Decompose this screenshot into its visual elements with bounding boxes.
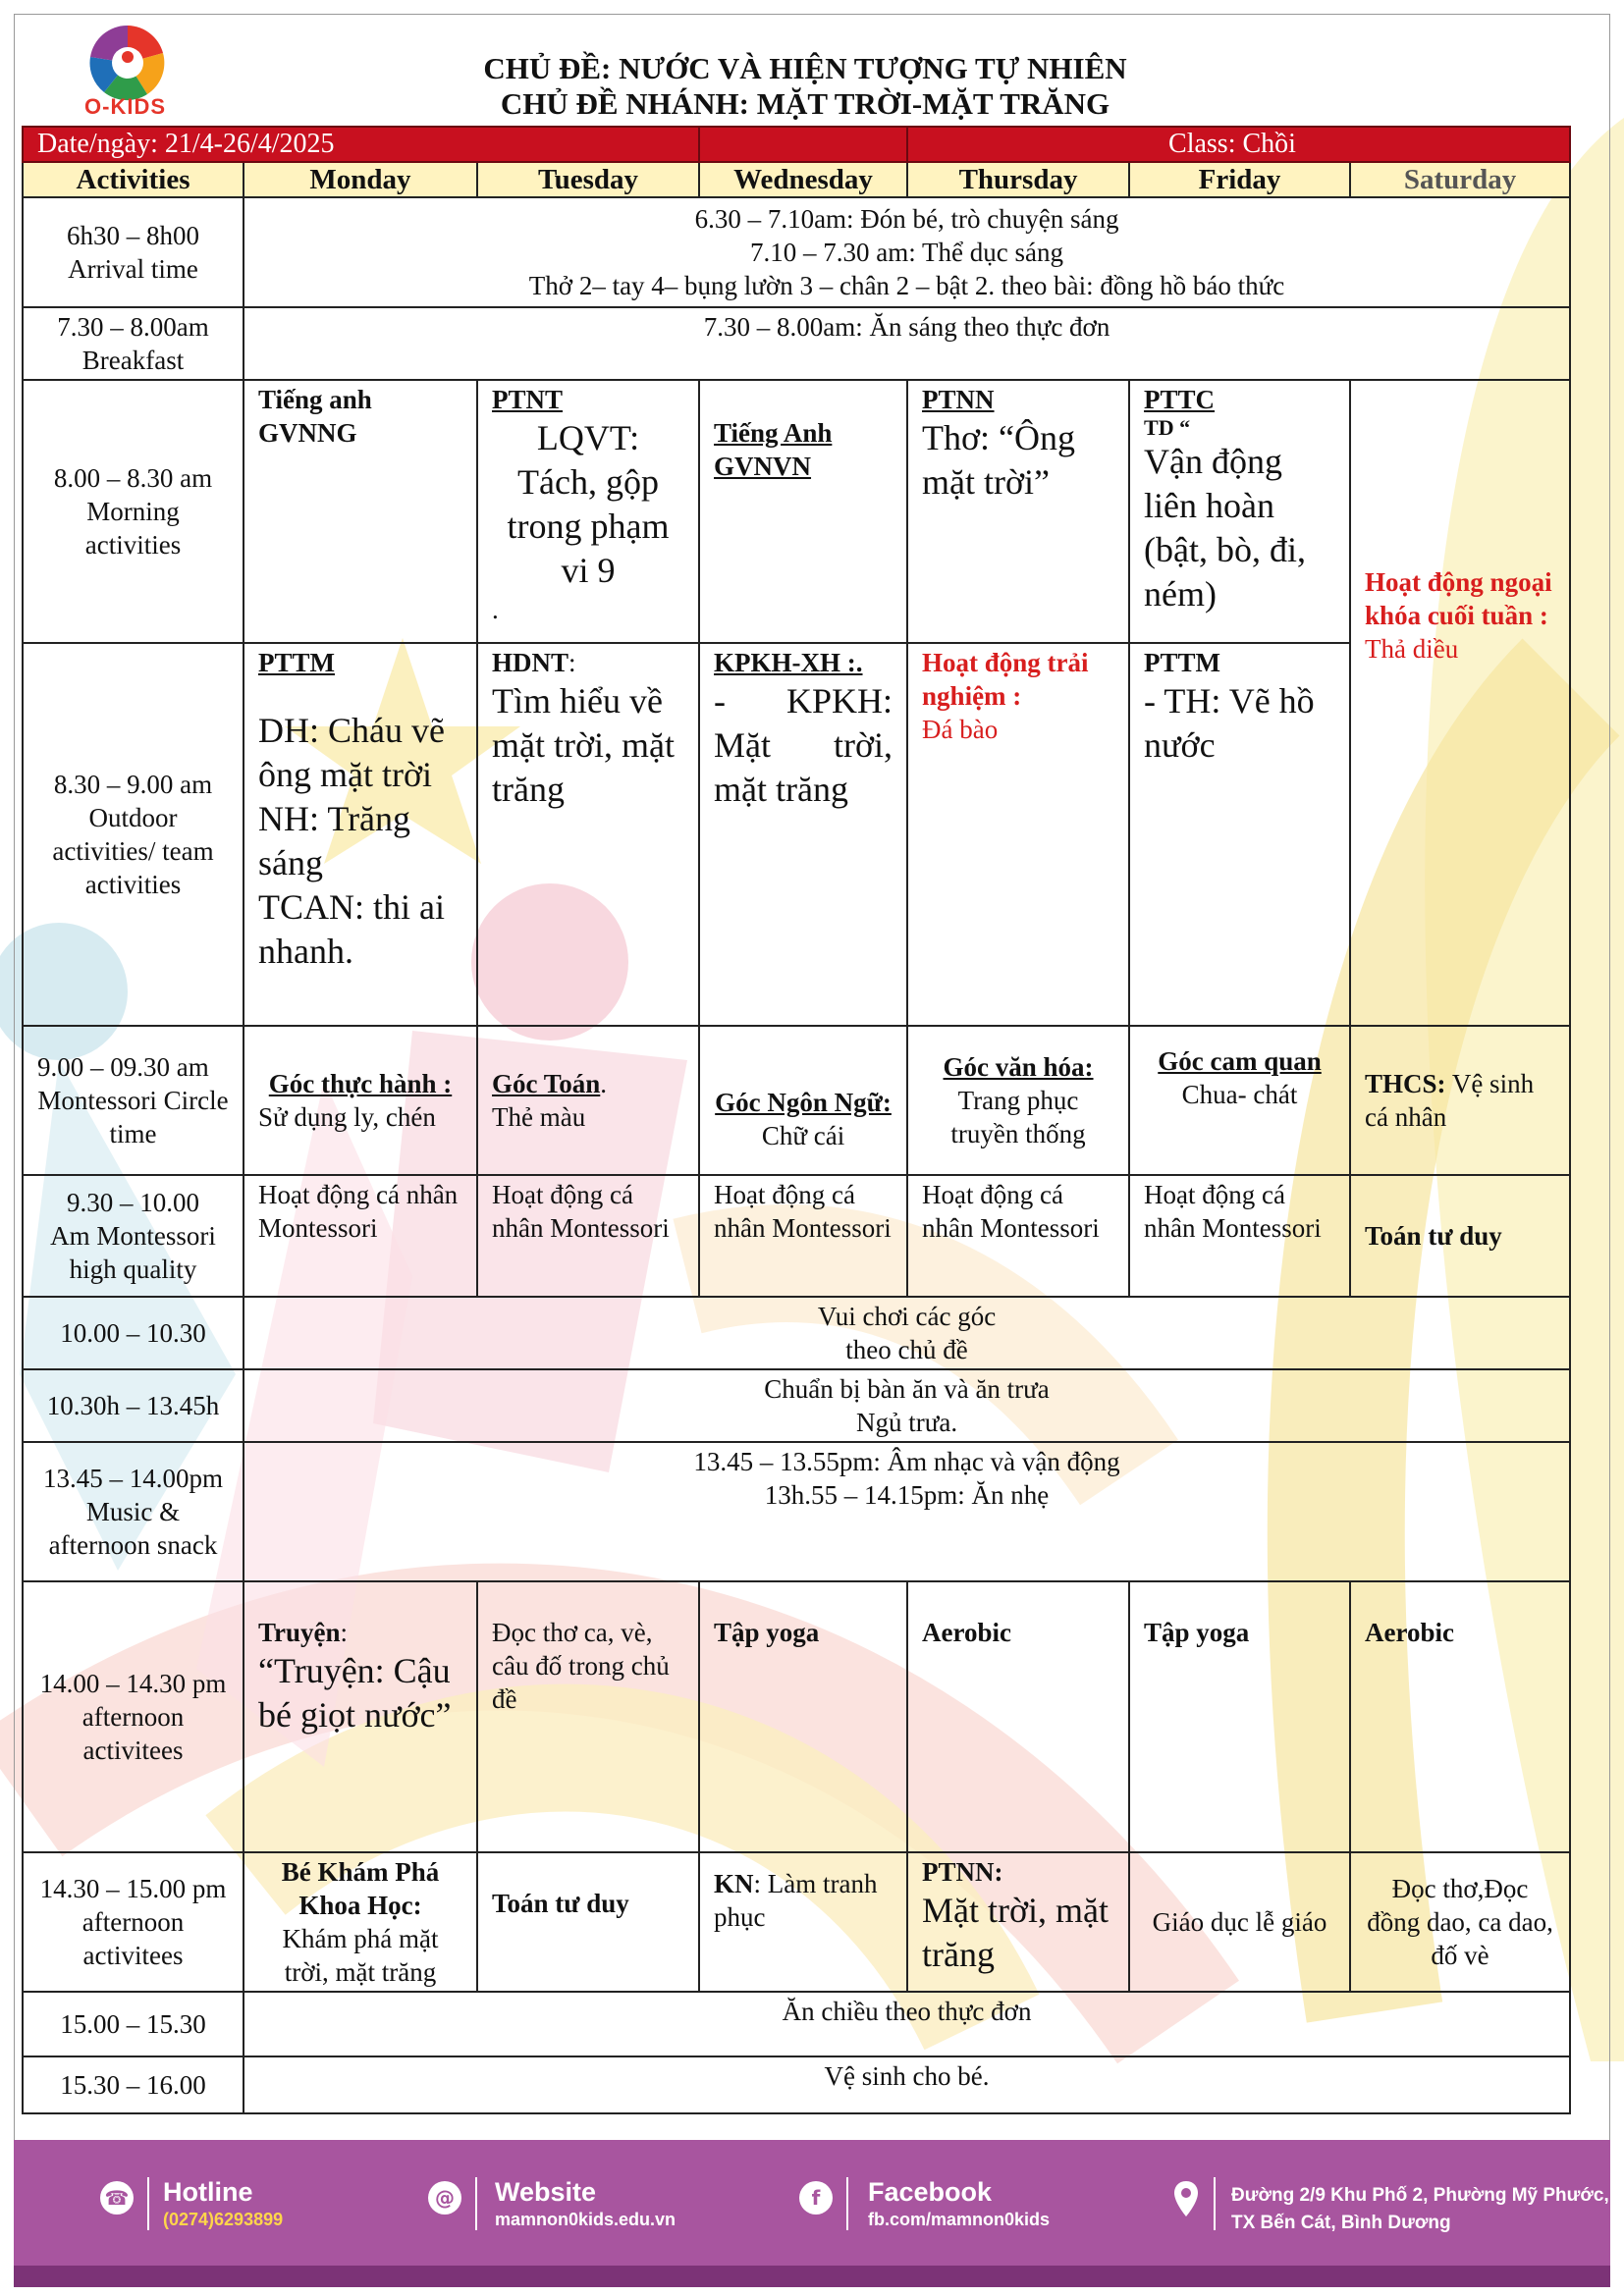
col-header-saturday: Saturday bbox=[1350, 162, 1570, 197]
time-cell bbox=[23, 1852, 244, 1992]
subject-heading: Góc Ngôn Ngữ: bbox=[715, 1088, 892, 1117]
subject-heading: Tiếng anh bbox=[258, 385, 372, 414]
col-header-wednesday: Wednesday bbox=[699, 162, 907, 197]
row-high-quality bbox=[23, 1175, 1570, 1297]
subject-heading: PTTM bbox=[258, 648, 335, 677]
row-breakfast bbox=[23, 307, 1570, 380]
lesson-body: - KPKH: Mặt trời, mặt trăng bbox=[714, 681, 893, 809]
time-label: Morning bbox=[86, 497, 180, 526]
lesson-line: NH: Trăng sáng bbox=[258, 799, 411, 882]
lesson-body: Trang phục truyền thống bbox=[950, 1086, 1086, 1148]
lesson-body: : Làm tranh phục bbox=[714, 1869, 878, 1932]
footer-separator bbox=[147, 2177, 149, 2230]
cell-pm1-tuesday: Đọc thơ ca, vè, câu đố trong chủ đề bbox=[477, 1581, 699, 1852]
time-text: 8.30 – 9.00 am bbox=[53, 770, 213, 799]
footer-facebook bbox=[868, 2177, 1050, 2230]
lunch-content bbox=[244, 1369, 1570, 1442]
lunch-line: Chuẩn bị bàn ăn và ăn trưa bbox=[764, 1374, 1050, 1404]
time-text: 13.45 – 14.00pm bbox=[42, 1464, 223, 1493]
location-pin-icon bbox=[1172, 2179, 1200, 2218]
subject-heading: Tiếng Anh bbox=[714, 418, 833, 448]
subject-heading: KPKH-XH :. bbox=[714, 648, 863, 677]
hotline-label: Hotline bbox=[163, 2177, 253, 2207]
cell-pm1-wednesday: Tập yoga bbox=[699, 1581, 907, 1852]
address-line: Đường 2/9 Khu Phố 2, Phường Mỹ Phước, bbox=[1231, 2185, 1609, 2206]
class-cell: Class: Chồi bbox=[907, 127, 1570, 162]
cell-morning-monday bbox=[244, 380, 477, 643]
cell-hq-friday: Hoạt động cá nhân Montessori bbox=[1129, 1175, 1350, 1297]
lesson-body: Mặt trời, mặt trăng bbox=[922, 1891, 1110, 1974]
time-cell bbox=[23, 380, 244, 643]
time-cell: 15.30 – 16.00 bbox=[23, 2056, 244, 2113]
subject-heading: Bé Khám Phá Khoa Học: bbox=[281, 1857, 440, 1920]
cell-outdoor-friday bbox=[1129, 643, 1350, 1026]
snack-content: Ăn chiều theo thực đơn bbox=[244, 1992, 1570, 2056]
subject-heading: HDNT bbox=[492, 648, 569, 677]
lesson-body: Vệ sinh cá nhân bbox=[1365, 1069, 1535, 1132]
cell-weekend-activity bbox=[1350, 380, 1570, 1026]
lesson-body: Chua- chát bbox=[1181, 1080, 1298, 1109]
cell-pm1-friday: Tập yoga bbox=[1129, 1581, 1350, 1852]
time-text: 9.30 – 10.00 bbox=[67, 1188, 199, 1217]
time-label: Music & afternoon snack bbox=[48, 1497, 218, 1560]
play-line: theo chủ đề bbox=[845, 1335, 968, 1364]
cell-pm2-saturday: Đọc thơ,Đọc đồng dao, ca dao, đố vè bbox=[1350, 1852, 1570, 1992]
col-header-tuesday: Tuesday bbox=[477, 162, 699, 197]
lesson-body: Sử dụng ly, chén bbox=[258, 1102, 436, 1132]
time-text: 14.00 – 14.30 pm bbox=[39, 1669, 227, 1698]
time-label: activities bbox=[84, 530, 182, 560]
col-header-monday: Monday bbox=[244, 162, 477, 197]
cell-morning-thursday bbox=[907, 380, 1129, 643]
time-text: 8.00 – 8.30 am bbox=[53, 463, 213, 493]
row-circle bbox=[23, 1026, 1570, 1175]
cell-hq-tuesday: Hoạt động cá nhân Montessori bbox=[477, 1175, 699, 1297]
footer-strip bbox=[14, 2266, 1610, 2287]
time-cell bbox=[23, 643, 244, 1026]
cell-pm2-wednesday bbox=[699, 1852, 907, 1992]
lesson-body: - TH: Vẽ hồ nước bbox=[1144, 681, 1315, 765]
subject-colon: : bbox=[568, 648, 576, 677]
subject-heading: Hoạt động trải nghiệm : bbox=[922, 648, 1089, 711]
subject-dot: . bbox=[600, 1069, 608, 1098]
schedule-table bbox=[22, 126, 1571, 2114]
subject-heading: PTNN bbox=[922, 385, 995, 414]
play-content bbox=[244, 1297, 1570, 1369]
cell-pm2-monday bbox=[244, 1852, 477, 1992]
cell-circle-tuesday bbox=[477, 1026, 699, 1175]
date-cell: Date/ngày: 21/4-26/4/2025 bbox=[23, 127, 699, 162]
cell-outdoor-monday bbox=[244, 643, 477, 1026]
cell-morning-wednesday bbox=[699, 380, 907, 643]
facebook-value[interactable]: fb.com/mamnon0kids bbox=[868, 2210, 1051, 2229]
lesson-body: Đá bào bbox=[922, 715, 999, 744]
subject-heading: Góc văn hóa: bbox=[943, 1052, 1094, 1082]
cell-pm2-thursday bbox=[907, 1852, 1129, 1992]
time-cell bbox=[23, 1026, 244, 1175]
col-header-activities: Activities bbox=[23, 162, 244, 197]
website-value[interactable]: mamnon0kids.edu.vn bbox=[495, 2210, 677, 2229]
spacer bbox=[258, 679, 462, 709]
arrival-content bbox=[244, 197, 1570, 307]
lesson-body: Tìm hiểu về mặt trời, mặt trăng bbox=[492, 681, 675, 809]
arrival-line: 7.10 – 7.30 am: Thể dục sáng bbox=[750, 238, 1063, 267]
time-text: 14.30 – 15.00 pm bbox=[39, 1874, 227, 1903]
time-cell bbox=[23, 1442, 244, 1581]
play-line: Vui chơi các góc bbox=[817, 1302, 997, 1331]
weekend-body: Thả diều bbox=[1365, 634, 1459, 664]
subject-sub: TD “ bbox=[1144, 415, 1191, 440]
cell-outdoor-tuesday bbox=[477, 643, 699, 1026]
time-cell: 10.00 – 10.30 bbox=[23, 1297, 244, 1369]
cell-pm2-tuesday: Toán tư duy bbox=[477, 1852, 699, 1992]
date-row bbox=[23, 127, 1570, 162]
time-text: 9.00 – 09.30 am bbox=[37, 1052, 209, 1082]
date-spacer-cell bbox=[699, 127, 907, 162]
row-lunch bbox=[23, 1369, 1570, 1442]
lesson-body: Thơ: “Ông mặt trời” bbox=[922, 418, 1076, 502]
hygiene-content: Vệ sinh cho bé. bbox=[244, 2056, 1570, 2113]
cell-hq-thursday: Hoạt động cá nhân Montessori bbox=[907, 1175, 1129, 1297]
cell-circle-monday bbox=[244, 1026, 477, 1175]
footer-separator bbox=[475, 2177, 477, 2230]
hotline-value[interactable]: (0274)6293899 bbox=[163, 2210, 284, 2229]
cell-pm1-monday bbox=[244, 1581, 477, 1852]
time-cell bbox=[23, 197, 244, 307]
breakfast-content: 7.30 – 8.00am: Ăn sáng theo thực đơn bbox=[244, 307, 1570, 380]
time-cell bbox=[23, 307, 244, 380]
subject-sub: GVNVN bbox=[714, 452, 812, 481]
row-snack bbox=[23, 1992, 1570, 2056]
time-label: Montessori Circle time bbox=[37, 1086, 229, 1148]
arrival-line: 6.30 – 7.10am: Đón bé, trò chuyện sáng bbox=[694, 204, 1119, 234]
col-header-friday: Friday bbox=[1129, 162, 1350, 197]
lesson-body: Khám phá mặt trời, mặt trăng bbox=[282, 1924, 439, 1987]
cell-circle-wednesday bbox=[699, 1026, 907, 1175]
cell-hq-monday: Hoạt động cá nhân Montessori bbox=[244, 1175, 477, 1297]
music-content bbox=[244, 1442, 1570, 1581]
row-morning bbox=[23, 380, 1570, 643]
page-subtitle: CHỦ ĐỀ NHÁNH: MẶT TRỜI-MẶT TRĂNG bbox=[500, 86, 1110, 121]
cell-hq-saturday: Toán tư duy bbox=[1350, 1175, 1570, 1297]
row-play bbox=[23, 1297, 1570, 1369]
time-label: afternoon activitees bbox=[81, 1907, 185, 1970]
facebook-icon: f bbox=[799, 2181, 833, 2215]
subject-heading: Góc cam quan bbox=[1158, 1046, 1322, 1076]
page-title: CHỦ ĐỀ: NƯỚC VÀ HIỆN TƯỢNG TỰ NHIÊN bbox=[483, 51, 1127, 85]
subject-heading: Truyện bbox=[258, 1618, 341, 1647]
phone-icon: ☎ bbox=[100, 2181, 134, 2215]
cell-circle-thursday bbox=[907, 1026, 1129, 1175]
time-label: Outdoor activities/ team activities bbox=[52, 803, 214, 899]
subject-heading: PTNT bbox=[492, 385, 564, 414]
cell-hq-wednesday: Hoạt động cá nhân Montessori bbox=[699, 1175, 907, 1297]
cell-morning-tuesday bbox=[477, 380, 699, 643]
cell-circle-saturday bbox=[1350, 1026, 1570, 1175]
cell-outdoor-wednesday bbox=[699, 643, 907, 1026]
row-afternoon-1 bbox=[23, 1581, 1570, 1852]
subject-heading: PTNN: bbox=[922, 1857, 1003, 1887]
lunch-line: Ngủ trưa. bbox=[855, 1408, 958, 1437]
time-cell: 10.30h – 13.45h bbox=[23, 1369, 244, 1442]
lesson-line: TCAN: thi ai nhanh. bbox=[258, 887, 445, 971]
subject-heading: Góc thực hành : bbox=[268, 1069, 453, 1098]
subject-heading: Góc Toán bbox=[492, 1069, 601, 1098]
footer-hotline bbox=[163, 2177, 283, 2230]
time-text: 6h30 – 8h00 bbox=[67, 221, 199, 250]
time-cell: 15.00 – 15.30 bbox=[23, 1992, 244, 2056]
arrival-line: Thở 2– tay 4– bụng lườn 3 – chân 2 – bật 2. theo bài: đồng hồ báo thức bbox=[528, 271, 1285, 300]
lesson-line: DH: Cháu vẽ ông mặt trời bbox=[258, 711, 445, 794]
day-header-row bbox=[23, 162, 1570, 197]
lesson-body: Tách, gộp trong phạm vi 9 bbox=[507, 462, 670, 590]
footer-separator bbox=[1214, 2177, 1216, 2230]
lesson-title: LQVT: bbox=[536, 418, 640, 457]
logo-text: O-KIDS bbox=[84, 94, 166, 119]
subject-colon: : bbox=[340, 1618, 349, 1647]
music-line: 13h.55 – 14.15pm: Ăn nhẹ bbox=[764, 1480, 1050, 1510]
cell-morning-friday bbox=[1129, 380, 1350, 643]
subject-heading: THCS: bbox=[1365, 1069, 1446, 1098]
lesson-body: Thẻ màu bbox=[492, 1102, 586, 1132]
weekend-heading: Hoạt động ngoại khóa cuối tuần : bbox=[1365, 567, 1552, 630]
time-text: 7.30 – 8.00am bbox=[57, 312, 209, 342]
row-arrival bbox=[23, 197, 1570, 307]
address-line: TX Bến Cát, Bình Dương bbox=[1231, 2213, 1451, 2233]
subject-heading: PTTC bbox=[1144, 385, 1216, 414]
time-label: afternoon activitees bbox=[81, 1702, 185, 1765]
row-outdoor bbox=[23, 643, 1570, 1026]
row-hygiene bbox=[23, 2056, 1570, 2113]
cell-pm2-friday: Giáo dục lễ giáo bbox=[1129, 1852, 1350, 1992]
cell-circle-friday bbox=[1129, 1026, 1350, 1175]
website-label: Website bbox=[495, 2177, 597, 2207]
facebook-label: Facebook bbox=[868, 2177, 993, 2207]
time-cell bbox=[23, 1581, 244, 1852]
subject-heading: KN bbox=[714, 1869, 754, 1898]
cell-outdoor-thursday bbox=[907, 643, 1129, 1026]
row-afternoon-2 bbox=[23, 1852, 1570, 1992]
footer-separator bbox=[846, 2177, 848, 2230]
lesson-body: Vận động liên hoàn (bật, bò, đi, ném) bbox=[1144, 442, 1307, 614]
time-label: Breakfast bbox=[81, 346, 185, 375]
footer-website bbox=[495, 2177, 676, 2230]
lesson-dot: . bbox=[492, 595, 499, 624]
time-cell bbox=[23, 1175, 244, 1297]
cell-pm1-thursday: Aerobic bbox=[907, 1581, 1129, 1852]
row-music bbox=[23, 1442, 1570, 1581]
footer-address bbox=[1231, 2183, 1609, 2234]
subject-heading: PTTM bbox=[1144, 648, 1221, 677]
time-label: Arrival time bbox=[68, 254, 198, 284]
lesson-body: Chữ cái bbox=[761, 1121, 845, 1150]
lesson-body: “Truyện: Cậu bé giọt nước” bbox=[258, 1651, 452, 1735]
cell-pm1-saturday: Aerobic bbox=[1350, 1581, 1570, 1852]
music-line: 13.45 – 13.55pm: Âm nhạc và vận động bbox=[693, 1447, 1120, 1476]
subject-sub: GVNNG bbox=[258, 418, 357, 448]
at-icon: @ bbox=[428, 2181, 461, 2215]
col-header-thursday: Thursday bbox=[907, 162, 1129, 197]
time-label: Am Montessori high quality bbox=[50, 1221, 216, 1284]
